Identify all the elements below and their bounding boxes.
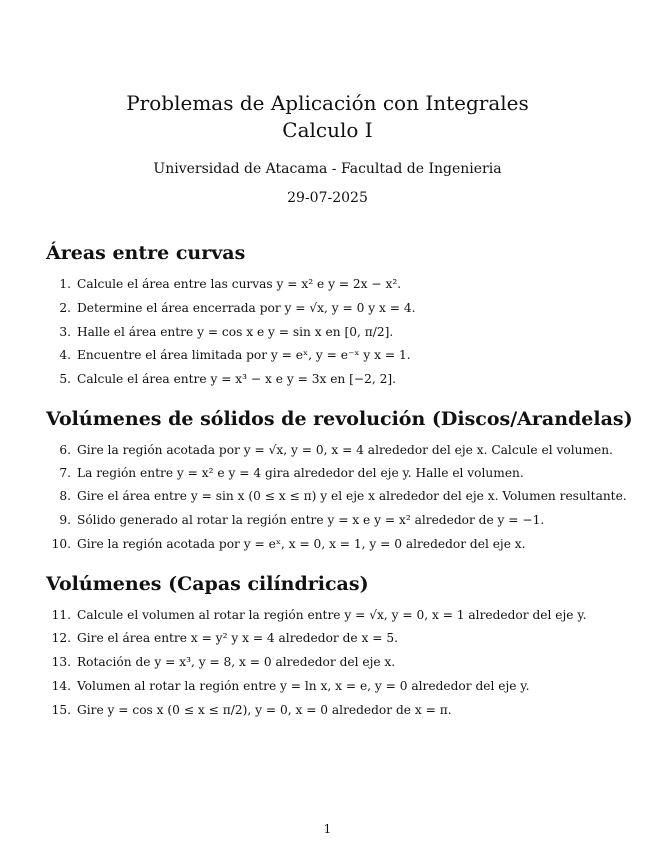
item-text: Calcule el área entre y = x³ − x e y = 3x en [−2, 2]. (77, 372, 396, 386)
item-number: 2. (59, 301, 71, 315)
item-text: Volumen al rotar la región entre y = ln x, x = e, y = 0 alrededor del eje y. (77, 679, 530, 693)
item-number: 6. (59, 443, 71, 457)
item-text: Gire y = cos x (0 ≤ x ≤ π/2), y = 0, x = 0 alrededor de x = π. (77, 703, 452, 717)
item-number: 5. (59, 372, 71, 386)
item-text: Determine el área encerrada por y = √x, y = 0 y x = 4. (77, 301, 416, 315)
item-text: La región entre y = x² e y = 4 gira alrededor del eje y. Halle el volumen. (77, 466, 524, 480)
item-number: 14. (51, 679, 71, 693)
item-text: Encuentre el área limitada por y = eˣ, y = e⁻ˣ y x = 1. (77, 348, 411, 362)
affiliation: Universidad de Atacama - Facultad de Ingenieria (153, 161, 502, 177)
item-number: 11. (51, 608, 71, 622)
item-number: 15. (51, 703, 71, 717)
section-heading-volumes-shells: Volúmenes (Capas cilíndricas) (46, 573, 369, 595)
item-number: 7. (59, 466, 71, 480)
item-number: 10. (51, 537, 71, 551)
document-title: Problemas de Aplicación con Integrales (126, 91, 529, 115)
document-subtitle: Calculo I (282, 118, 373, 142)
item-text: Calcule el área entre las curvas y = x² e y = 2x − x². (77, 277, 402, 291)
item-text: Rotación de y = x³, y = 8, x = 0 alrededor del eje x. (77, 655, 396, 669)
item-number: 8. (59, 489, 71, 503)
item-text: Calcule el volumen al rotar la región entre y = √x, y = 0, x = 1 alrededor del eje y. (77, 608, 587, 622)
document-date: 29-07-2025 (287, 190, 368, 206)
section-heading-volumes-discs: Volúmenes de sólidos de revolución (Discos/Arandelas) (46, 408, 633, 430)
item-number: 4. (59, 348, 71, 362)
item-text: Gire la región acotada por y = eˣ, x = 0, x = 1, y = 0 alrededor del eje x. (77, 537, 526, 551)
item-number: 9. (59, 513, 71, 527)
item-text: Gire el área entre x = y² y x = 4 alrededor de x = 5. (77, 631, 398, 645)
item-text: Gire la región acotada por y = √x, y = 0, x = 4 alrededor del eje x. Calcule el volumen. (77, 443, 613, 457)
item-number: 3. (59, 325, 71, 339)
item-number: 12. (51, 631, 71, 645)
item-text: Gire el área entre y = sin x (0 ≤ x ≤ π) y el eje x alrededor del eje x. Volumen resultante. (77, 489, 627, 503)
item-text: Halle el área entre y = cos x e y = sin x en [0, π/2]. (77, 325, 394, 339)
section-heading-areas: Áreas entre curvas (46, 242, 246, 264)
item-text: Sólido generado al rotar la región entre y = x e y = x² alrededor de y = −1. (77, 513, 545, 527)
page-number: 1 (323, 822, 332, 836)
item-number: 1. (59, 277, 71, 291)
item-number: 13. (51, 655, 71, 669)
